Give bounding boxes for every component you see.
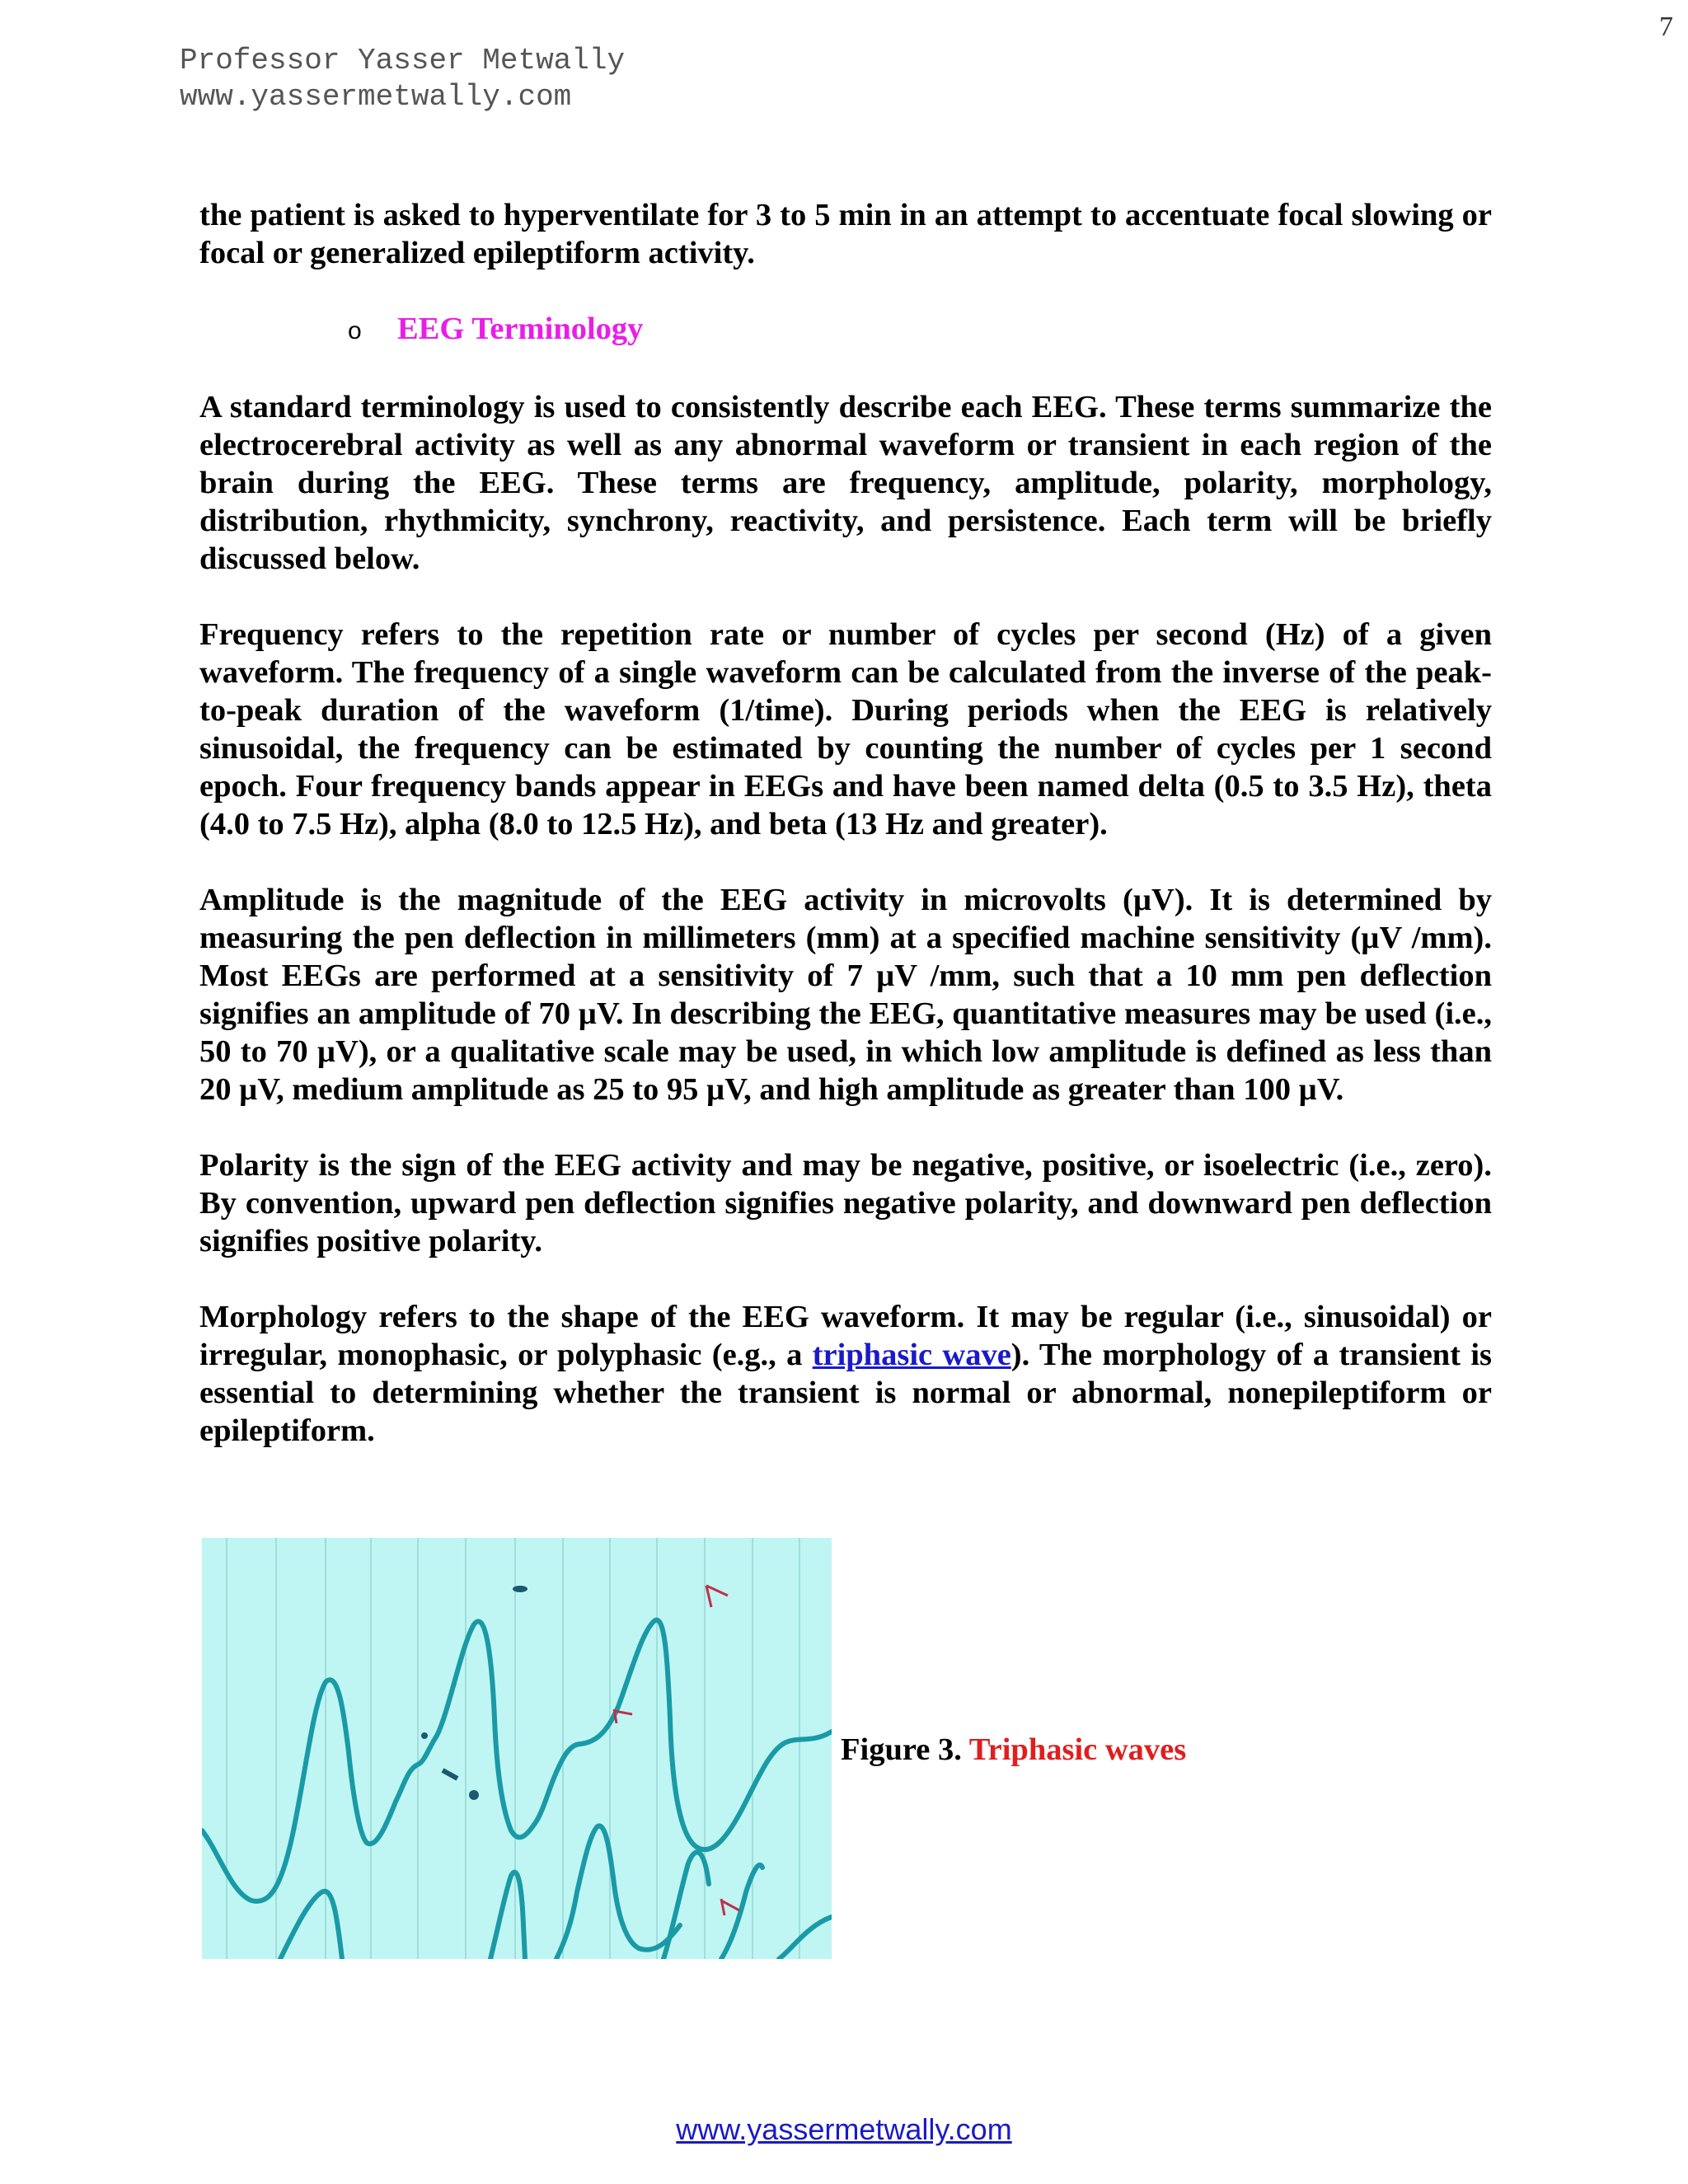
triphasic-wave-link[interactable]: triphasic wave <box>812 1338 1011 1372</box>
marker-arrow-upper <box>706 1586 728 1607</box>
marker-arrow-mid <box>614 1709 632 1723</box>
polarity-paragraph: Polarity is the sign of the EEG activity and may be negative, positive, or isoelectric (i.e., zero). By convention, upward pen deflection signifies negative polarity, and downward pen deflection signifies positive polarity. <box>199 1148 1492 1258</box>
intro-paragraph: the patient is asked to hyperventilate for 3 to 5 min in an attempt to accentuate focal slowing or focal or generalized epileptiform activity. <box>199 198 1492 270</box>
paper-grid-lines <box>227 1538 799 1959</box>
section-heading-text: EEG Terminology <box>397 312 644 346</box>
figure-caption-title: Triphasic waves <box>968 1732 1187 1767</box>
document-body <box>199 196 1492 1488</box>
marker-stroke-upper <box>443 1770 457 1779</box>
marker-dot-mid <box>469 1790 479 1800</box>
marker-arrow-lower <box>721 1899 739 1915</box>
eeg-trace-upper <box>202 1620 832 1901</box>
terminology-paragraph: A standard terminology is used to consistently describe each EEG. These terms summarize the electrocerebral activity as well as any abnormal waveform or transient in each region of the brain during the EEG. These terms are frequency, amplitude, polarity, morphology, distribution, rhythmicity, synchrony, reactivity, and persistence. Each term will be briefly discussed below. <box>199 390 1492 576</box>
eeg-trace-lower <box>280 1826 832 1959</box>
page-header <box>180 43 625 115</box>
figure-caption-label: Figure 3. <box>841 1732 962 1767</box>
marker-dot-small <box>421 1732 428 1739</box>
morphology-text-end: ). The morphology of a transient is essential to determining whether the transient is normal or abnormal, nonepileptiform or epileptiform. <box>199 1338 1492 1448</box>
morphology-text-start: Morphology refers to the shape of the EEG waveform. It may be regular (i.e., sinusoidal) or irregular, monophasic, or polyphasic (e.g., a <box>199 1300 1492 1372</box>
footer-website-link[interactable]: www.yassermetwally.com <box>676 2112 1012 2146</box>
marker-dot-top <box>513 1586 528 1592</box>
header-author: Professor Yasser Metwally <box>180 44 626 77</box>
eeg-trace-drawing <box>202 1538 832 1959</box>
figure-caption <box>841 1731 1186 1769</box>
page-number: 7 <box>1659 12 1673 42</box>
amplitude-paragraph: Amplitude is the magnitude of the EEG activity in microvolts (µV). It is determined by measuring the pen deflection in millimeters (mm) at a specified machine sensitivity (µV /mm). Most EEGs are performed at a sensitivity of 7 µV /mm, such that a 10 mm pen deflection signifies an amplitude of 70 µV. In describing the EEG, quantitative measures may be used (i.e., 50 to 70 µV), or a qualitative scale may be used, in which low amplitude is defined as less than 20 µV, medium amplitude as 25 to 95 µV, and high amplitude as greater than 100 µV. <box>199 883 1492 1107</box>
eeg-figure-image <box>202 1538 832 1959</box>
section-heading <box>199 310 1492 350</box>
morphology-paragraph <box>199 1298 1492 1450</box>
frequency-paragraph: Frequency refers to the repetition rate or number of cycles per second (Hz) of a given waveform. The frequency of a single waveform can be calculated from the inverse of the peak-to-peak duration of the waveform (1/time). During periods when the EEG is relatively sinusoidal, the frequency can be estimated by counting the number of cycles per 1 second epoch. Four frequency bands appear in EEGs and have been named delta (0.5 to 3.5 Hz), theta (4.0 to 7.5 Hz), alpha (8.0 to 12.5 Hz), and beta (13 Hz and greater). <box>199 617 1492 841</box>
header-website: www.yassermetwally.com <box>180 80 572 114</box>
bullet-icon: o <box>348 317 362 344</box>
